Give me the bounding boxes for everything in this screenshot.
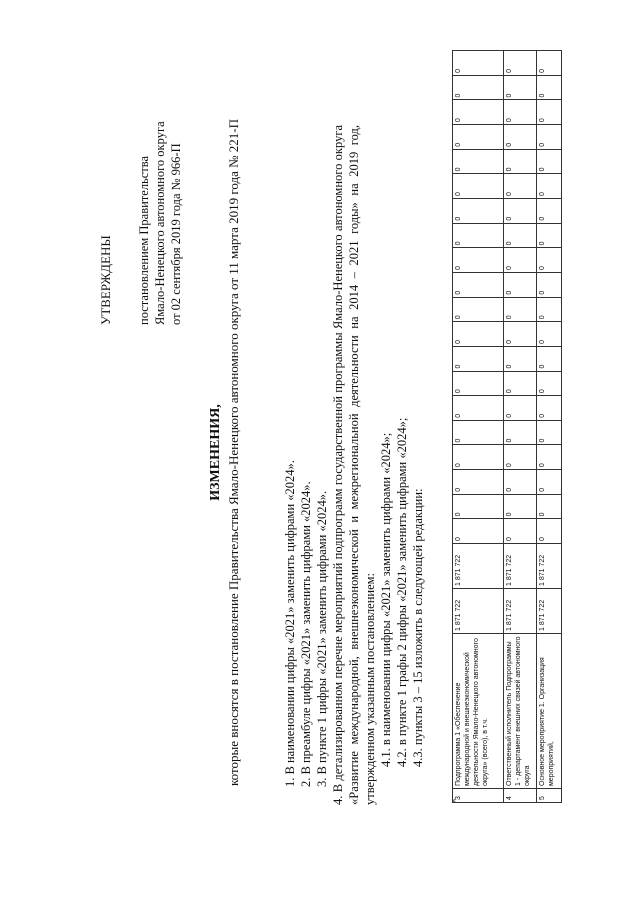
- document-title: ИЗМЕНЕНИЯ,: [208, 404, 223, 501]
- document-subtitle: которые вносятся в постановление Правительства Ямало-Ненецкого автономного округа от 11 марта 2019 года № 221-П: [226, 119, 241, 786]
- value-cell: 0: [504, 519, 537, 544]
- approval-line: от 02 сентября 2019 года № 966-П: [169, 143, 183, 325]
- row-number-cell: 4: [504, 789, 537, 803]
- value-cell: 0: [537, 519, 562, 544]
- approval-line: постановлением Правительства: [137, 155, 151, 325]
- value-cell: 0: [537, 149, 562, 174]
- approval-block: [98, 25, 184, 325]
- value-cell: 0: [504, 248, 537, 273]
- changes-list: [282, 125, 426, 805]
- value-cell: 0: [453, 149, 504, 174]
- amount-cell: 1 871 722: [453, 544, 504, 589]
- approval-heading: УТВЕРЖДЕНЫ: [98, 235, 113, 325]
- value-cell: 0: [537, 445, 562, 470]
- value-cell: 0: [537, 371, 562, 396]
- value-cell: 0: [453, 125, 504, 150]
- value-cell: 0: [453, 75, 504, 100]
- value-cell: 0: [537, 470, 562, 495]
- value-cell: 0: [453, 223, 504, 248]
- value-cell: 0: [537, 199, 562, 224]
- value-cell: 0: [453, 174, 504, 199]
- change-item: 4.2. в пункте 1 графы 2 цифры «2021» заменить цифрами «2024»;: [395, 417, 409, 767]
- change-item: 1. В наименовании цифры «2021» заменить цифрами «2024».: [283, 460, 297, 787]
- value-cell: 0: [537, 100, 562, 125]
- row-number-cell: 5: [537, 789, 562, 803]
- approval-line: Ямало-Ненецкого автономного округа: [153, 121, 167, 325]
- value-cell: 0: [537, 51, 562, 76]
- amount-cell: 1 871 722: [504, 544, 537, 589]
- value-cell: 0: [537, 248, 562, 273]
- value-cell: 0: [504, 75, 537, 100]
- value-cell: 0: [504, 445, 537, 470]
- value-cell: 0: [504, 297, 537, 322]
- value-cell: 0: [537, 297, 562, 322]
- value-cell: 0: [453, 396, 504, 421]
- value-cell: 0: [537, 494, 562, 519]
- value-cell: 0: [453, 470, 504, 495]
- value-cell: 0: [504, 346, 537, 371]
- row-name-cell: Основное мероприятие 1. Организация мероприятий,: [537, 634, 562, 789]
- table-row: [453, 51, 504, 803]
- value-cell: 0: [453, 322, 504, 347]
- value-cell: 0: [453, 494, 504, 519]
- value-cell: 0: [537, 420, 562, 445]
- value-cell: 0: [453, 272, 504, 297]
- value-cell: 0: [453, 420, 504, 445]
- value-cell: 0: [504, 174, 537, 199]
- value-cell: 0: [504, 470, 537, 495]
- value-cell: 0: [504, 199, 537, 224]
- change-item: 4.3. пункты 3 – 15 изложить в следующей редакции:: [411, 488, 425, 767]
- value-cell: 0: [504, 322, 537, 347]
- value-cell: 0: [504, 51, 537, 76]
- amount-cell: 1 871 722: [537, 544, 562, 589]
- value-cell: 0: [453, 51, 504, 76]
- changes-table: [452, 50, 562, 803]
- value-cell: 0: [537, 125, 562, 150]
- quote-open-mark: «: [448, 798, 458, 803]
- change-item: 2. В преамбуле цифры «2021» заменить цифрами «2024».: [299, 481, 313, 787]
- table-row: [504, 51, 537, 803]
- change-item: 4.1. в наименовании цифры «2021» заменить цифрами «2024»;: [379, 432, 393, 767]
- amount-cell: 1 871 722: [453, 589, 504, 634]
- value-cell: 0: [453, 346, 504, 371]
- value-cell: 0: [504, 420, 537, 445]
- value-cell: 0: [504, 125, 537, 150]
- value-cell: 0: [453, 371, 504, 396]
- value-cell: 0: [453, 297, 504, 322]
- value-cell: 0: [504, 223, 537, 248]
- value-cell: 0: [453, 199, 504, 224]
- value-cell: 0: [537, 75, 562, 100]
- value-cell: 0: [537, 272, 562, 297]
- amount-cell: 1 871 722: [504, 589, 537, 634]
- value-cell: 0: [504, 371, 537, 396]
- change-item: 4. В детализированном перечне мероприятий подпрограмм государственной программы Ямало-Ненецкого автономного округа «Развитие международной, внешнеэкономической и межрегиональной деятельности на 2014 – 2021 годы» на 2019 год, утвержденном указанным постановлением:: [331, 125, 377, 805]
- change-item: 3. В пункте 1 цифры «2021» заменить цифрами «2024».: [315, 490, 329, 787]
- value-cell: 0: [504, 494, 537, 519]
- table-row: [537, 51, 562, 803]
- value-cell: 0: [537, 174, 562, 199]
- value-cell: 0: [453, 248, 504, 273]
- value-cell: 0: [453, 445, 504, 470]
- row-name-cell: Подпрограмма 1 «Обеспечение международной и внешнеэкономической деятельности Ямало-Ненецкого автономного округа» (всего), в т.ч.: [453, 634, 504, 789]
- amount-cell: 1 871 722: [537, 589, 562, 634]
- row-number-cell: 3: [453, 789, 504, 803]
- value-cell: 0: [453, 100, 504, 125]
- value-cell: 0: [504, 272, 537, 297]
- value-cell: 0: [504, 100, 537, 125]
- value-cell: 0: [537, 223, 562, 248]
- value-cell: 0: [453, 519, 504, 544]
- value-cell: 0: [537, 322, 562, 347]
- value-cell: 0: [504, 396, 537, 421]
- row-name-cell: Ответственный исполнитель Подпрограммы 1 - департамент внешних связей автономного округа: [504, 634, 537, 789]
- value-cell: 0: [537, 396, 562, 421]
- value-cell: 0: [537, 346, 562, 371]
- value-cell: 0: [504, 149, 537, 174]
